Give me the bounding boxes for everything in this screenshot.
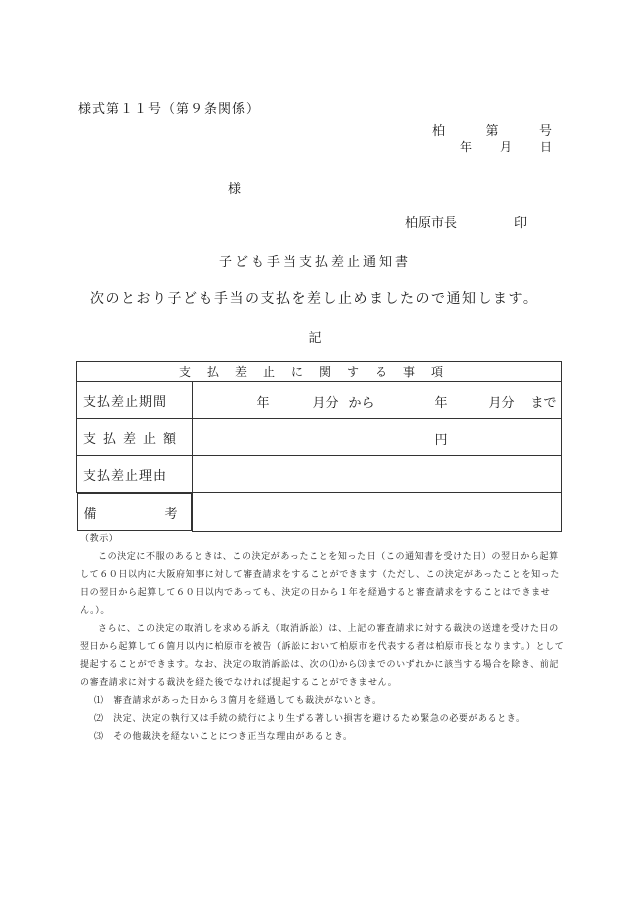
row-label-remarks	[77, 493, 192, 531]
notice-paragraph-1: この決定に不服のあるときは、この決定があったことを知った日（この通知書を受けた日）の翌日から起算して６０日以内に大阪府知事に対して審査請求をすることができます（ただし、この決定があったことを知った日の翌日から起算して６０日以内であっても、決定の日から１年を経過すると審査請求をすることはできません。）。	[80, 552, 560, 616]
doc-number-dai: 第	[485, 124, 499, 139]
row-label-reason: 支払差止理由	[77, 456, 193, 493]
notice-item-2: ⑵ 決定、決定の執行又は手続の続行により生ずる著しい損害を避けるため緊急の必要があるとき。	[94, 714, 526, 724]
form-number: 様式第１１号（第９条関係）	[78, 102, 261, 117]
row-value-period	[192, 382, 562, 419]
row-label-period: 支払差止期間	[77, 382, 193, 419]
table-row	[77, 419, 562, 456]
row-value-reason	[192, 456, 562, 493]
notice-item-3: ⑶ その他裁決を経ないことにつき正当な理由があるとき。	[94, 732, 353, 742]
row-label-amount: 支払差止額	[77, 419, 193, 456]
notice-heading: （教示）	[80, 534, 119, 544]
period-from-word: から	[348, 396, 375, 411]
table-row	[77, 456, 562, 493]
period-to-year: 年	[434, 396, 448, 411]
document-number-line	[432, 120, 552, 139]
table-header: 支払差止に関する事項	[77, 362, 562, 382]
date-day: 日	[539, 140, 552, 154]
suspension-details-table	[76, 361, 562, 532]
row-value-amount	[192, 419, 562, 456]
remarks-label-part-b: 考	[164, 506, 179, 522]
seal-mark: 印	[514, 216, 528, 231]
period-from-month: 月分	[312, 396, 339, 411]
addressee-suffix: 様	[228, 182, 242, 197]
notice-item-1: ⑴ 審査請求があった日から３箇月を経過しても裁決がないとき。	[94, 696, 382, 706]
notice-paragraph-2: さらに、この決定の取消しを求める訴え（取消訴訟）は、上記の審査請求に対する裁決の送達を受けた日の翌日から起算して６箇月以内に柏原市を被告（訴訟において柏原市を代表する者は柏原市長となります。）として提起することができます。なお、決定の取消訴訟は、次の⑴から⑶までのいずれかに該当する場合を除き、前記の審査請求に対する裁決を経た後でなければ提起することができません。	[80, 624, 565, 688]
date-year: 年	[460, 140, 473, 154]
table-row	[77, 382, 562, 419]
appeal-notice	[80, 530, 565, 746]
table-row	[77, 493, 562, 532]
ki-heading: 記	[308, 331, 322, 346]
date-line	[460, 138, 552, 155]
period-to-word: まで	[530, 396, 557, 411]
amount-yen-unit: 円	[434, 433, 448, 448]
date-month: 月	[499, 140, 512, 154]
doc-number-prefix: 柏	[432, 124, 446, 139]
period-from-year: 年	[256, 396, 270, 411]
period-to-month: 月分	[488, 396, 515, 411]
doc-number-go: 号	[538, 124, 552, 139]
sender-name: 柏原市長	[405, 216, 458, 231]
table-header-row	[77, 362, 562, 382]
row-value-remarks	[192, 493, 562, 532]
remarks-label-part-a: 備	[83, 506, 98, 522]
intro-sentence: 次のとおり子ども手当の支払を差し止めましたので通知します。	[90, 291, 539, 307]
document-title: 子ども手当支払差止通知書	[218, 255, 411, 270]
